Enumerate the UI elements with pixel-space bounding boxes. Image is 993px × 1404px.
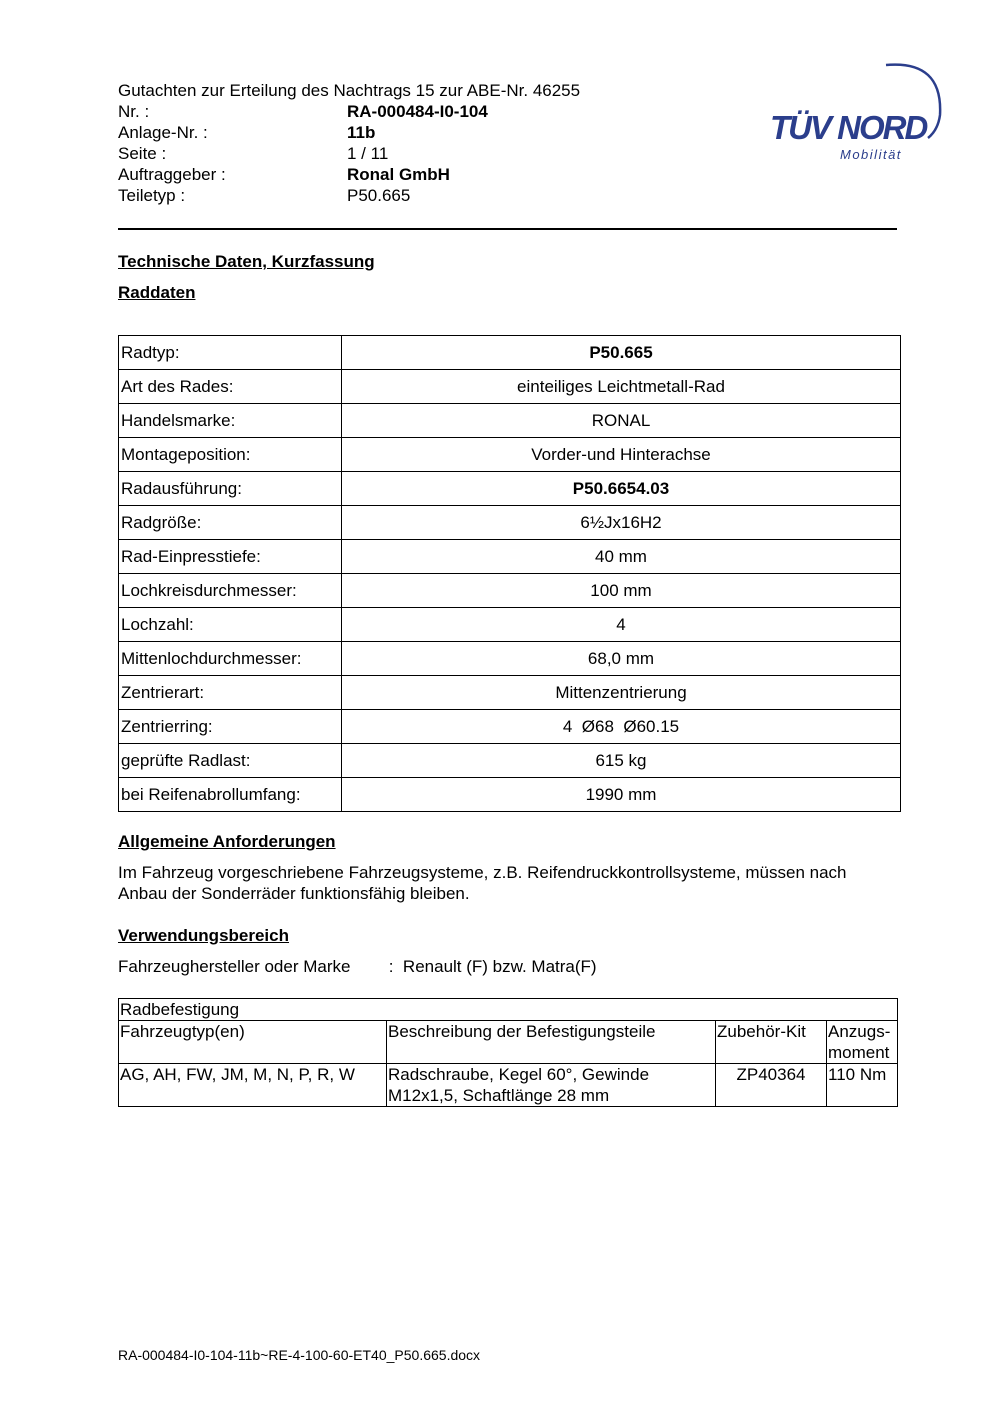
header-key: Anlage-Nr. : [118, 123, 208, 142]
column-header: Beschreibung der Befestigungsteile [387, 1021, 716, 1064]
header-row-auftraggeber [118, 164, 638, 185]
table-row [119, 506, 901, 540]
column-header: Anzugs-moment [827, 1021, 898, 1064]
verwendung-label: Fahrzeughersteller oder Marke [118, 957, 351, 976]
row-value: 4 Ø68 Ø60.15 [342, 710, 901, 744]
row-key: Art des Rades: [119, 370, 342, 404]
table-row [119, 1064, 898, 1107]
row-key: Montageposition: [119, 438, 342, 472]
column-header: Zubehör-Kit [716, 1021, 827, 1064]
column-header: Fahrzeugtyp(en) [119, 1021, 387, 1064]
table-row [119, 642, 901, 676]
table-row [119, 540, 901, 574]
table-row [119, 710, 901, 744]
radbefestigung-table [118, 998, 898, 1107]
verwendung-line [118, 956, 597, 977]
row-key: Zentrierring: [119, 710, 342, 744]
raddaten-title: Raddaten [118, 283, 196, 302]
row-value: 6½Jx16H2 [342, 506, 901, 540]
row-value: 1990 mm [342, 778, 901, 812]
row-value: 615 kg [342, 744, 901, 778]
row-value: Mittenzentrierung [342, 676, 901, 710]
tuv-nord-logo [768, 60, 948, 170]
section-title: Technische Daten, Kurzfassung [118, 252, 375, 271]
radbefestigung-caption: Radbefestigung [119, 999, 898, 1021]
header-row-nr [118, 101, 638, 122]
header-value: 11b [347, 123, 376, 142]
header-divider [118, 228, 897, 230]
logo-wordmark: TÜV NORD [770, 109, 927, 146]
table-row [119, 370, 901, 404]
header-key: Auftraggeber : [118, 165, 226, 184]
logo-subtitle: Mobilität [840, 147, 902, 162]
row-key: Radausführung: [119, 472, 342, 506]
raddaten-table [118, 335, 901, 812]
header-value: RA-000484-I0-104 [347, 102, 488, 121]
row-value: 100 mm [342, 574, 901, 608]
document-header [118, 80, 638, 206]
row-value: 68,0 mm [342, 642, 901, 676]
table-row [119, 676, 901, 710]
table-row [119, 472, 901, 506]
table-cell: ZP40364 [716, 1064, 827, 1107]
header-value: Ronal GmbH [347, 165, 450, 184]
row-key: Rad-Einpresstiefe: [119, 540, 342, 574]
allgemeine-title: Allgemeine Anforderungen [118, 832, 336, 851]
table-header-row [119, 1021, 898, 1064]
row-value: RONAL [342, 404, 901, 438]
row-key: Lochzahl: [119, 608, 342, 642]
table-row [119, 336, 901, 370]
row-value: P50.665 [342, 336, 901, 370]
verwendung-separator: : [388, 957, 394, 976]
header-row-seite [118, 143, 638, 164]
row-key: Radtyp: [119, 336, 342, 370]
table-row [119, 574, 901, 608]
table-cell: 110 Nm [827, 1064, 898, 1107]
header-key: Nr. : [118, 102, 150, 121]
table-cell: Radschraube, Kegel 60°, Gewinde M12x1,5, Schaftlänge 28 mm [387, 1064, 716, 1107]
footer-filename: RA-000484-I0-104-11b~RE-4-100-60-ET40_P50.665.docx [118, 1347, 481, 1363]
header-key: Teiletyp : [118, 186, 186, 205]
row-value: 4 [342, 608, 901, 642]
allgemeine-text: Im Fahrzeug vorgeschriebene Fahrzeugsysteme, z.B. Reifendruckkontrollsysteme, müssen nach Anbau der Sonderräder funktionsfähig bleiben. [118, 863, 847, 903]
row-value: P50.6654.03 [342, 472, 901, 506]
header-key: Seite : [118, 144, 167, 163]
row-key: Radgröße: [119, 506, 342, 540]
verwendung-title: Verwendungsbereich [118, 926, 289, 945]
header-row-teiletyp [118, 185, 638, 206]
table-row [119, 778, 901, 812]
row-key: Lochkreisdurchmesser: [119, 574, 342, 608]
table-row [119, 404, 901, 438]
table-cell: AG, AH, FW, JM, M, N, P, R, W [119, 1064, 387, 1107]
table-row [119, 438, 901, 472]
row-key: geprüfte Radlast: [119, 744, 342, 778]
header-title: Gutachten zur Erteilung des Nachtrags 15 zur ABE-Nr. 46255 [118, 81, 581, 100]
header-row-anlage [118, 122, 638, 143]
row-key: bei Reifenabrollumfang: [119, 778, 342, 812]
table-row [119, 744, 901, 778]
row-key: Handelsmarke: [119, 404, 342, 438]
table-caption-row [119, 999, 898, 1021]
header-value: 1 / 11 [347, 144, 389, 163]
row-value: Vorder-und Hinterachse [342, 438, 901, 472]
table-row [119, 608, 901, 642]
verwendung-value: Renault (F) bzw. Matra(F) [402, 957, 597, 976]
row-key: Mittenlochdurchmesser: [119, 642, 342, 676]
row-value: 40 mm [342, 540, 901, 574]
header-value: P50.665 [347, 186, 411, 205]
row-key: Zentrierart: [119, 676, 342, 710]
row-value: einteiliges Leichtmetall-Rad [342, 370, 901, 404]
